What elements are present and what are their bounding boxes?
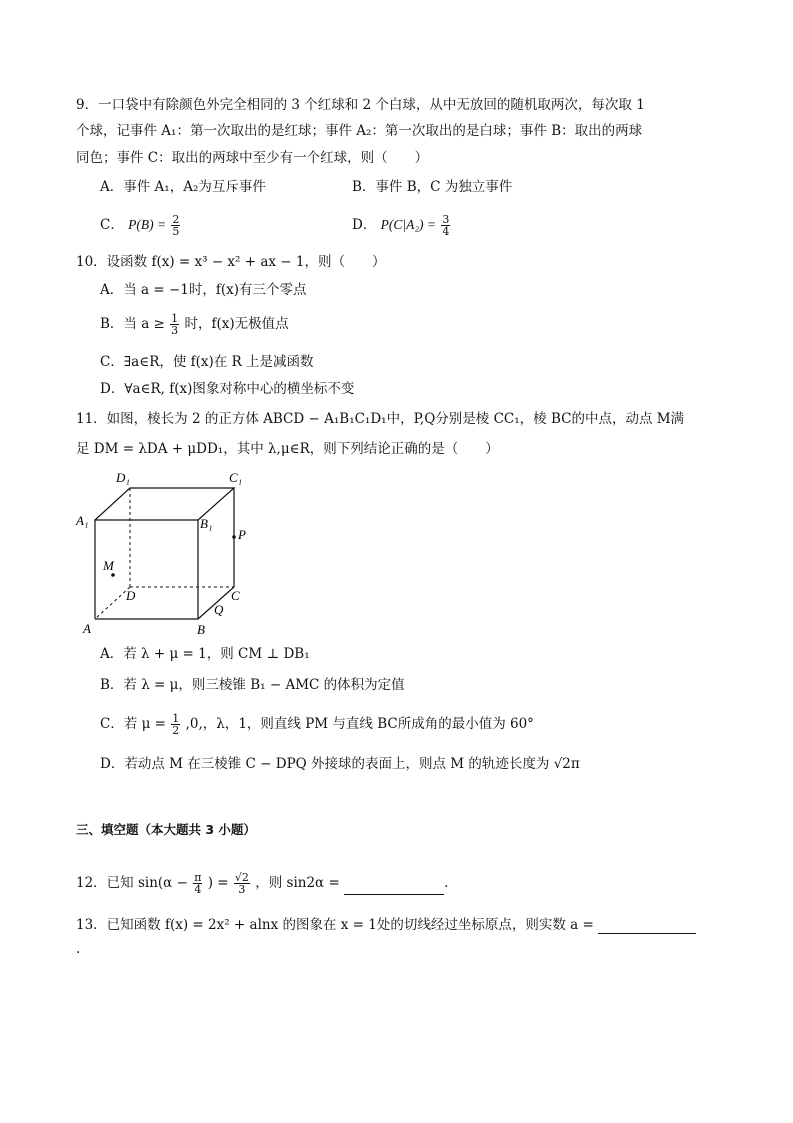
q12-left-num: π [194,871,202,884]
q9-option-d-den: 4 [442,225,450,238]
label-m: M [103,558,114,573]
q11-option-c-num: 1 [172,712,180,725]
cube-right-face [198,488,234,619]
q9-option-b: B．事件 B，C 为独立事件 [352,179,513,195]
q12-line [76,872,448,895]
q11-option-c-den: 2 [172,724,180,737]
q11-option-b: B．若 λ = μ，则三棱锥 B₁ − AMC 的体积为定值 [100,677,405,693]
q10-stem: 10．设函数 f(x) = x³ − x² + ax − 1，则（ ） [76,254,386,270]
q13-end: . [76,941,81,957]
q12-end: . [444,875,449,891]
q13-text: 13．已知函数 f(x) = 2x² + alnx 的图象在 x = 1处的切线经过坐标原点，则实数 a = [76,917,594,933]
label-b1: B₁ [200,516,213,531]
q12-answer-blank[interactable] [344,880,444,895]
q9-stem-line3: 同色；事件 C：取出的两球中至少有一个红球，则（ ） [76,150,429,166]
q9-option-d-fraction [441,214,450,237]
q12-suffix: ，则 sin2α = [255,875,340,891]
q9-option-c [100,214,181,237]
q9-option-c-expr: P(B) = [128,217,167,232]
q11-option-c [100,713,534,736]
q11-option-c-suffix: ,0,，λ，1，则直线 PM 与直线 BC所成角的最小值为 60° [185,716,534,732]
q12-mid: ) = [207,875,229,891]
q10-option-b-suffix: 时，f(x)无极值点 [184,316,289,332]
q12-right-fraction [234,872,250,895]
q12-right-den: 3 [238,883,246,896]
section-title: 三、填空题（本大题共 3 小题） [76,822,256,837]
q11-option-c-prefix: C．若 μ = [100,716,166,732]
label-a: A [83,621,91,636]
q10-option-b-prefix: B．当 a ≥ [100,316,165,332]
label-b: B [197,622,205,637]
q11-stem-line1: 11．如图，棱长为 2 的正方体 ABCD − A₁B₁C₁D₁中，P,Q分别是棱 CC₁，棱 BC的中点，动点 M满 [76,411,685,427]
q9-option-c-fraction [171,214,180,237]
q11-option-c-fraction [171,713,180,736]
q9-option-d-expr: P(C|A₂) = [380,217,437,232]
q10-option-c: C．∃a∈R，使 f(x)在 R 上是减函数 [100,354,314,370]
q9-option-d-prefix: D． [352,217,377,233]
q12-prefix: 12．已知 sin(α − [76,875,188,891]
q10-option-a: A．当 a = −1时，f(x)有三个零点 [100,282,307,298]
label-q: Q [214,602,224,617]
cube-edge-da [95,587,130,619]
q9-stem-line1: 9．一口袋中有除颜色外完全相同的 3 个红球和 2 个白球，从中无放回的随机取两次，每次取 1 [76,97,645,113]
label-p: P [238,527,246,542]
q10-option-d: D．∀a∈R, f(x)图象对称中心的横坐标不变 [100,381,355,397]
q9-option-d [352,214,451,237]
label-c1: C₁ [229,470,243,485]
cube-top-face [95,488,234,520]
q9-option-d-num: 3 [442,213,450,226]
q13-answer-blank[interactable] [598,919,696,934]
label-a1: A₁ [76,513,89,528]
label-c: C [231,588,240,603]
q10-option-b-num: 1 [171,312,179,325]
q9-option-c-num: 2 [172,213,180,226]
q10-option-b-den: 3 [171,324,179,337]
q12-right-num: √2 [234,871,249,884]
q11-option-a: A．若 λ + μ = 1，则 CM ⊥ DB₁ [100,646,310,662]
q11-stem-line2: 足 DM = λDA + μDD₁，其中 λ,μ∈R，则下列结论正确的是（ ） [76,441,499,457]
q9-option-c-den: 5 [172,225,180,238]
q11-option-d: D．若动点 M 在三棱锥 C − DPQ 外接球的表面上，则点 M 的轨迹长度为 √2π [100,756,580,772]
cube-figure [72,466,262,638]
label-d1: D₁ [116,470,130,485]
point-p-dot [232,535,236,539]
q9-option-c-prefix: C． [100,217,124,233]
q12-left-fraction [193,872,202,895]
q12-left-den: 4 [194,883,202,896]
point-m-dot [111,573,115,577]
q10-option-b-fraction [170,313,179,336]
label-d: D [126,588,136,603]
q13-line [76,916,696,934]
q10-option-b [100,313,289,336]
q9-stem-line2: 个球，记事件 A₁：第一次取出的是红球；事件 A₂：第一次取出的是白球；事件 B：取出的两球 [76,123,643,139]
q9-option-a: A．事件 A₁，A₂为互斥事件 [100,179,266,195]
